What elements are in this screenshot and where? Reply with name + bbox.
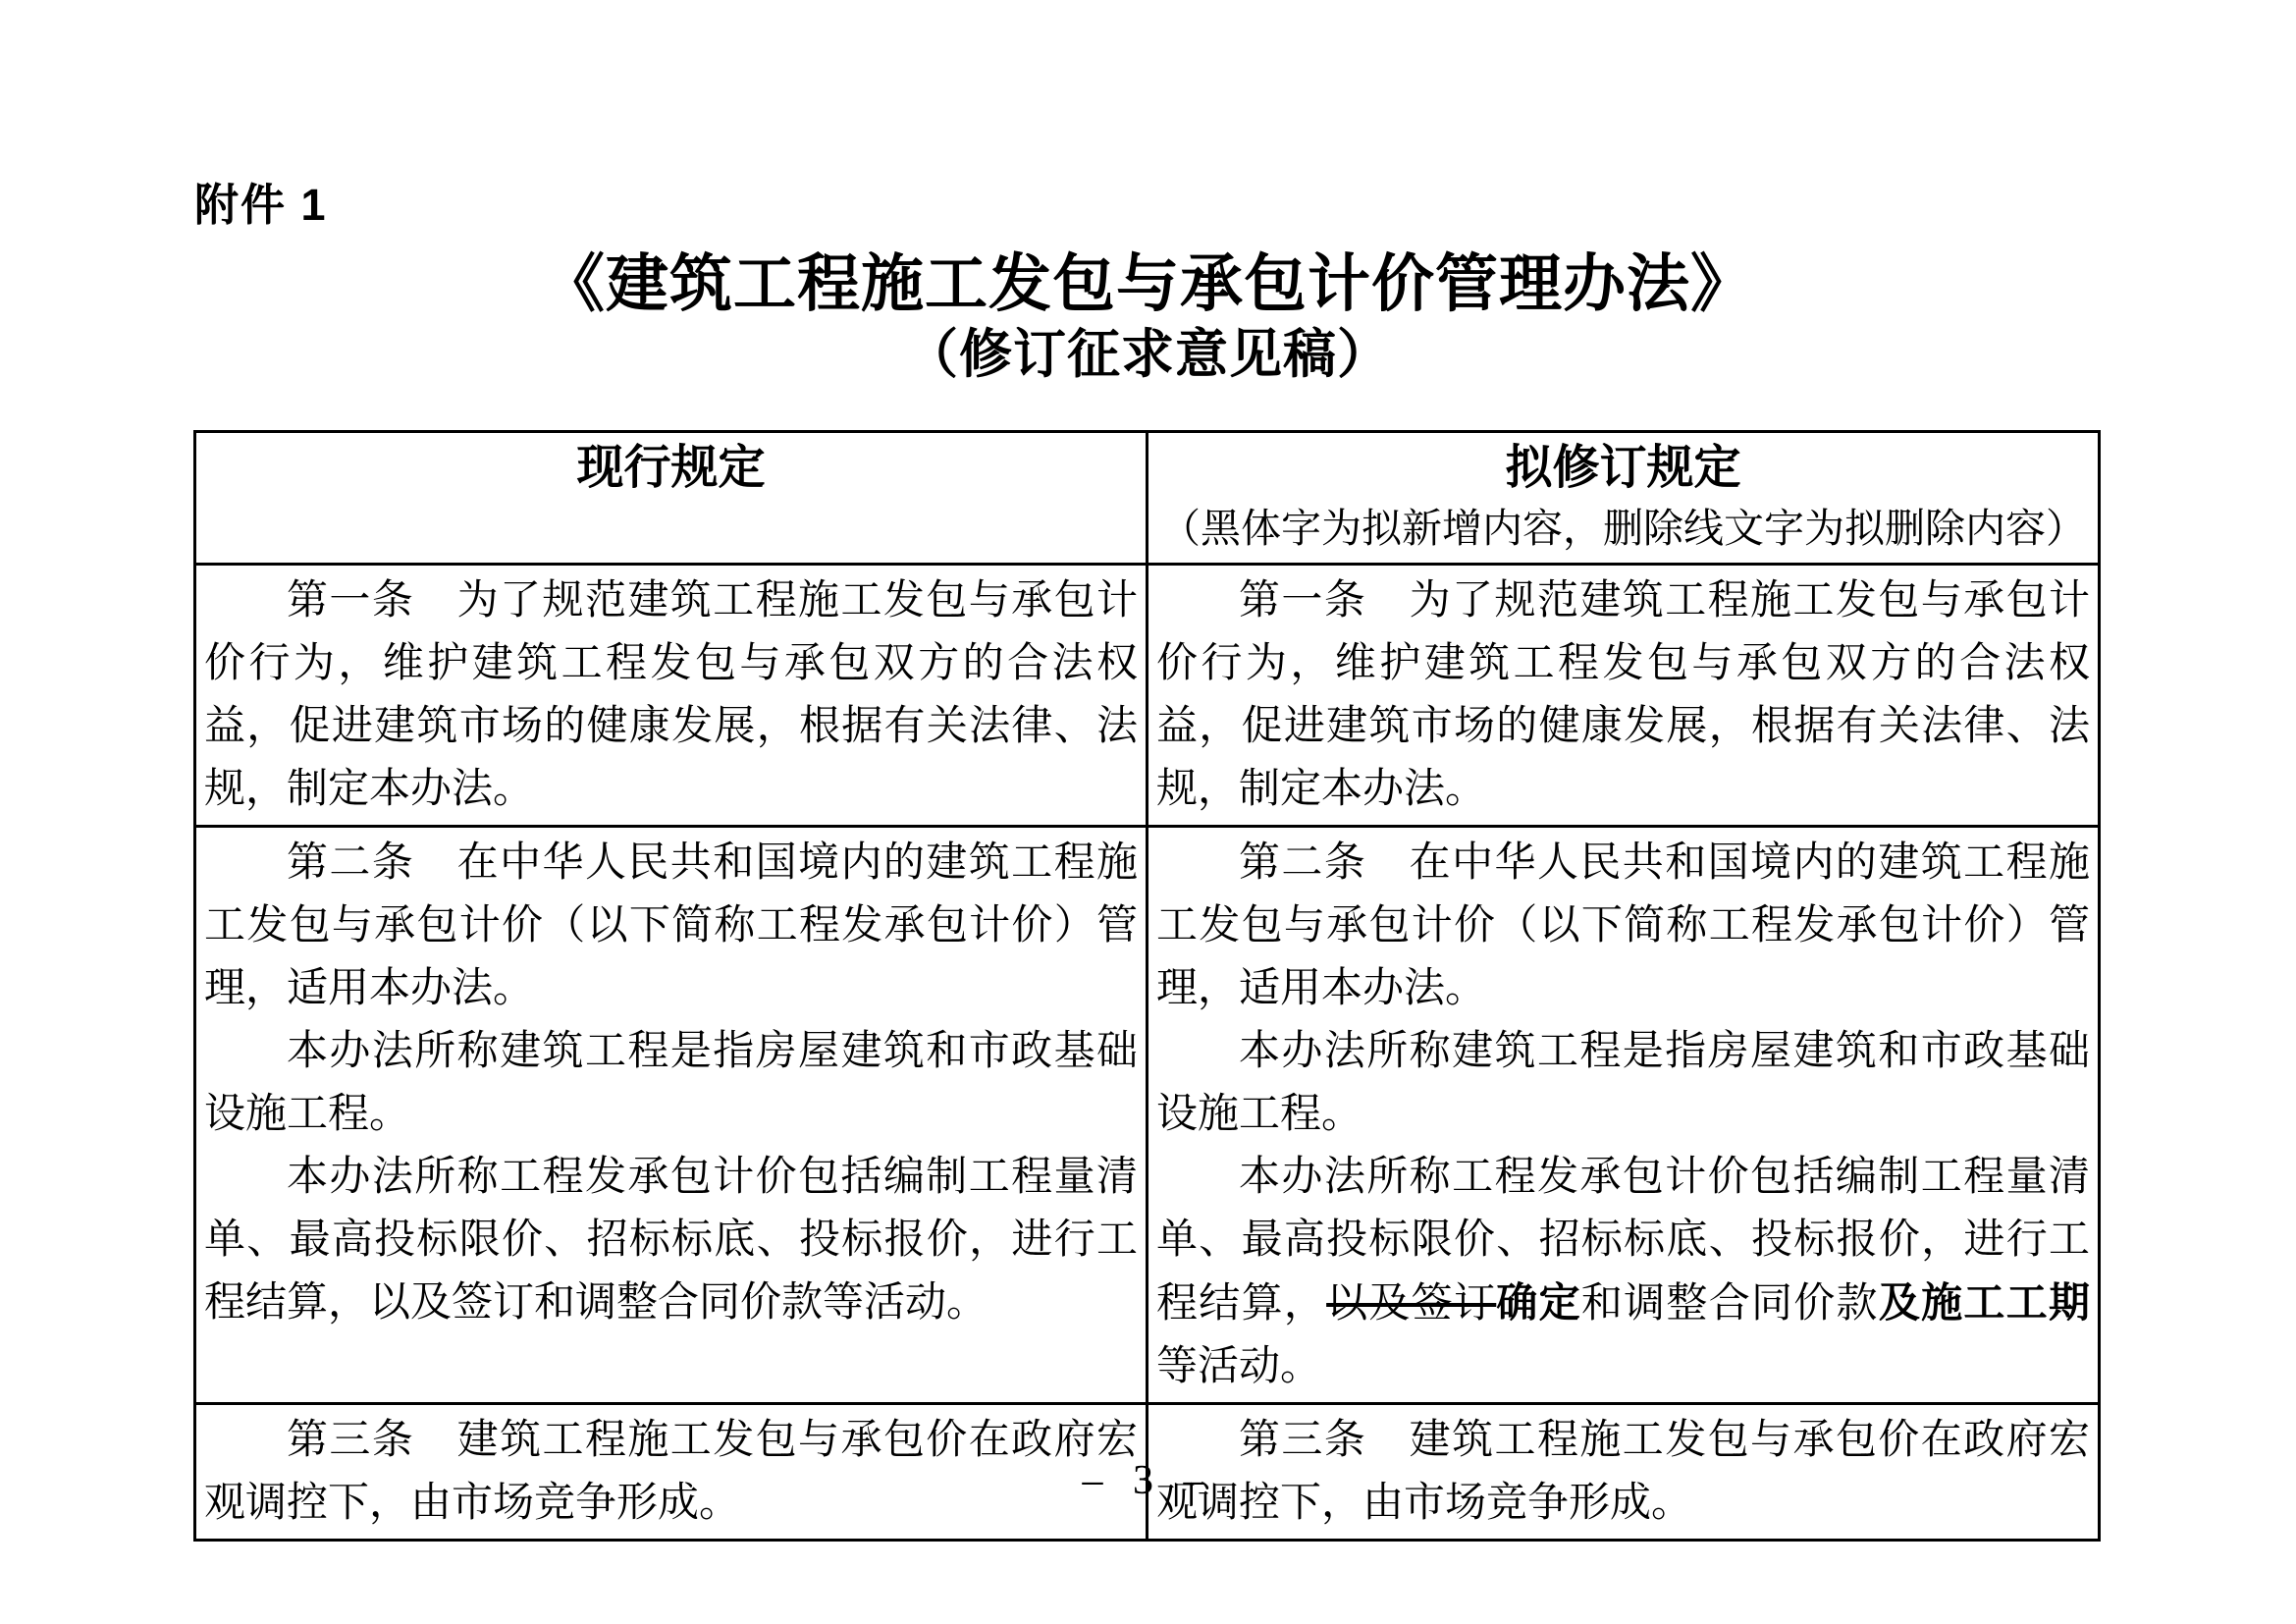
document-title: 《建筑工程施工发包与承包计价管理办法》 xyxy=(542,247,1754,321)
paragraph xyxy=(204,832,1138,1020)
paragraph xyxy=(1156,1020,2090,1146)
deleted-text: 以及签订 xyxy=(1326,1281,1497,1326)
header-revised-title: 拟修订规定 xyxy=(1505,442,1741,494)
paragraph xyxy=(204,1020,1138,1146)
text-segment: 第二条 在中华人民共和国境内的建筑工程施工发包与承包计价（以下简称工程发承包计价）管理，适用本办法。 xyxy=(204,840,1138,1011)
paragraph xyxy=(1156,832,2090,1020)
cell-article-2-revised xyxy=(1148,827,2100,1404)
text-segment: 等活动。 xyxy=(1156,1344,1322,1389)
header-current-title: 现行规定 xyxy=(576,442,766,494)
attachment-label: 附件 1 xyxy=(194,180,328,230)
paragraph xyxy=(204,569,1138,821)
added-text: 确定 xyxy=(1496,1279,1581,1326)
text-segment: 第三条 建筑工程施工发包与承包价在政府宏观调控下，由市场竞争形成。 xyxy=(1156,1418,2090,1526)
text-segment: 第三条 建筑工程施工发包与承包价在政府宏观调控下，由市场竞争形成。 xyxy=(204,1418,1138,1526)
paragraph xyxy=(1156,1146,2090,1398)
comparison-table xyxy=(193,430,2101,1542)
text-segment: 第一条 为了规范建筑工程施工发包与承包计价行为，维护建筑工程发包与承包双方的合法权益，促进建筑市场的健康发展，根据有关法律、法规，制定本办法。 xyxy=(204,578,1138,812)
text-segment: 和调整合同价款 xyxy=(1580,1281,1879,1326)
text-segment: 本办法所称工程发承包计价包括编制工程量清单、最高投标限价、招标标底、投标报价，进行工程结算，以及签订和调整合同价款等活动。 xyxy=(204,1155,1138,1326)
table-row-article-1 xyxy=(195,565,2100,827)
paragraph xyxy=(1156,569,2090,821)
table-header-row xyxy=(195,432,2100,565)
text-segment: 本办法所称建筑工程是指房屋建筑和市政基础设施工程。 xyxy=(204,1029,1138,1137)
cell-article-1-revised xyxy=(1148,565,2100,827)
table-row-article-2 xyxy=(195,827,2100,1404)
header-cell-revised xyxy=(1148,432,2100,565)
header-cell-current xyxy=(195,432,1148,565)
cell-article-2-current xyxy=(195,827,1148,1404)
text-segment: 本办法所称工程发承包计价包括编制工程量清单、最高投标限价、招标标底、投标报价，进行工程结算， xyxy=(1156,1155,2090,1326)
page-number: – 3 – xyxy=(1082,1458,1214,1503)
paragraph xyxy=(204,1146,1138,1334)
document-subtitle: （修订征求意见稿） xyxy=(905,322,1391,385)
text-segment: 第一条 为了规范建筑工程施工发包与承包计价行为，维护建筑工程发包与承包双方的合法权益，促进建筑市场的健康发展，根据有关法律、法规，制定本办法。 xyxy=(1156,578,2090,812)
text-segment: 本办法所称建筑工程是指房屋建筑和市政基础设施工程。 xyxy=(1156,1029,2090,1137)
cell-article-1-current xyxy=(195,565,1148,827)
added-text: 及施工工期 xyxy=(1878,1279,2090,1326)
header-revised-note: （黑体字为拟新增内容，删除线文字为拟删除内容） xyxy=(1160,506,2086,551)
text-segment: 第二条 在中华人民共和国境内的建筑工程施工发包与承包计价（以下简称工程发承包计价）管理，适用本办法。 xyxy=(1156,840,2090,1011)
